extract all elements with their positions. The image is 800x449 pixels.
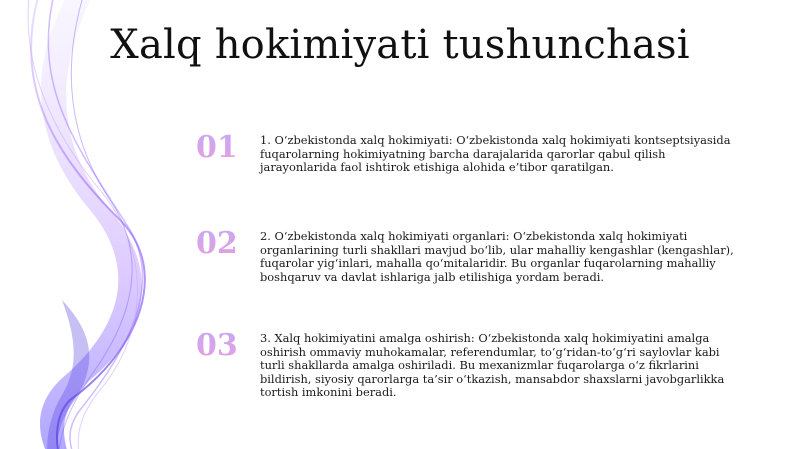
item-number: 01	[196, 133, 244, 163]
item-text: 2. O‘zbekistonda xalq hokimiyati organlari: O‘zbekistonda xalq hokimiyati organlarining turli shakllari mavjud bo‘lib, ular mahalliy kengashlar (kengashlar), fuqarolar yig‘inlari, mahalla qo‘mitalaridir. Bu organlar fuqarolarning mahalliy boshqaruv va davlat ishlariga jalb etilishiga yordam beradi.	[260, 229, 734, 284]
item-text: 1. O‘zbekistonda xalq hokimiyati: O‘zbekistonda xalq hokimiyati kontseptsiyasida fuqarolarning hokimiyatning barcha darajalarida qarorlar qabul qilish jarayonlarida faol ishtirok etishiga alohida e’tibor qaratilgan.	[260, 133, 731, 175]
item-text: 3. Xalq hokimiyatini amalga oshirish: O‘zbekistonda xalq hokimiyatini amalga oshirish ommaviy muhokamalar, referendumlar, to‘g‘ridan-to‘g‘ri saylovlar kabi turli shakllarda amalga oshiriladi. Bu mexanizmlar fuqarolarga o‘z fikrlarini bildirish, siyosiy qarorlarga ta’sir o‘tkazish, mansabdor shaxslarni javobgarlikka tortish imkonini beradi.	[260, 331, 725, 400]
page-title: Xalq hokimiyati tushunchasi	[110, 22, 690, 68]
item-number: 02	[196, 229, 244, 259]
item-number: 03	[196, 331, 244, 361]
